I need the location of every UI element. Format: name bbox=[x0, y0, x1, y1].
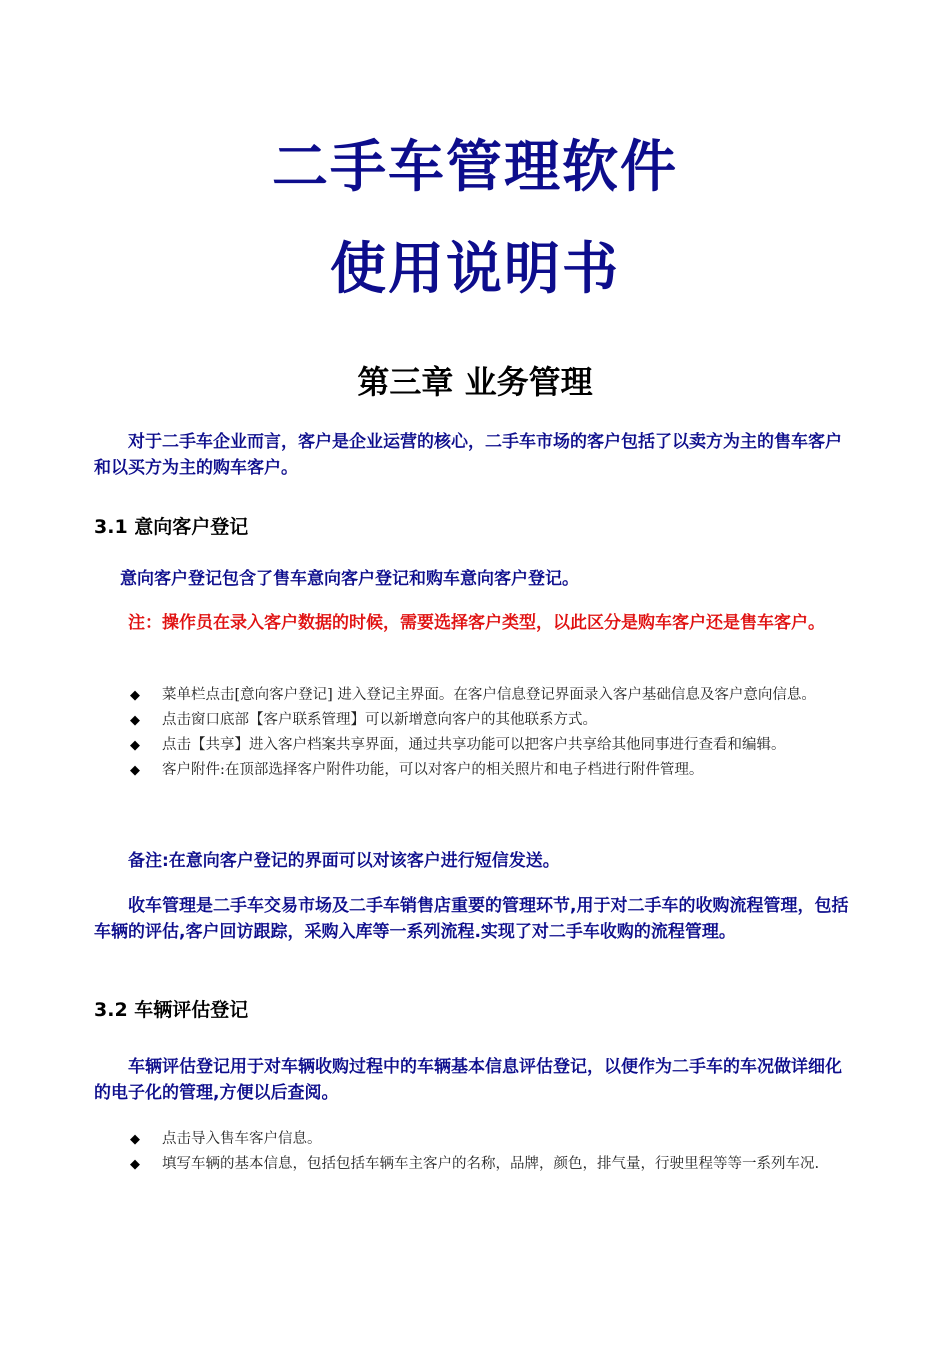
document-title-line2: 使用说明书 bbox=[330, 237, 620, 302]
diamond-bullet-icon: ◆ bbox=[130, 688, 140, 703]
section-heading-3-1: 3.1 意向客户登记 bbox=[94, 516, 249, 538]
document-title-line1: 二手车管理软件 bbox=[272, 135, 678, 200]
purchase-management-paragraph: 收车管理是二手车交易市场及二手车销售店重要的管理环节,用于对二手车的收购流程管理，包括车辆的评估,客户回访跟踪，采购入库等一系列流程.实现了对二手车收购的流程管理。 bbox=[94, 896, 849, 942]
list-item-text: 菜单栏点击[意向客户登记] 进入登记主界面。在客户信息登记界面录入客户基础信息及客户意向信息。 bbox=[162, 687, 816, 703]
list-item-text: 客户附件:在顶部选择客户附件功能，可以对客户的相关照片和电子档进行附件管理。 bbox=[162, 762, 704, 778]
section2-description: 车辆评估登记用于对车辆收购过程中的车辆基本信息评估登记，以便作为二手车的车况做详细化的电子化的管理,方便以后查阅。 bbox=[94, 1057, 842, 1103]
list-item-text: 点击导入售车客户信息。 bbox=[162, 1131, 322, 1147]
section1-description: 意向客户登记包含了售车意向客户登记和购车意向客户登记。 bbox=[120, 569, 579, 589]
list-item bbox=[130, 1152, 858, 1177]
list-item bbox=[130, 758, 858, 783]
diamond-bullet-icon: ◆ bbox=[130, 763, 140, 778]
list-item bbox=[130, 1127, 858, 1152]
diamond-bullet-icon: ◆ bbox=[130, 1132, 140, 1147]
list-item-text: 点击【共享】进入客户档案共享界面，通过共享功能可以把客户共享给其他同事进行查看和编辑。 bbox=[162, 737, 786, 753]
list-item-text: 点击窗口底部【客户联系管理】可以新增意向客户的其他联系方式。 bbox=[162, 712, 597, 728]
section-heading-3-2: 3.2 车辆评估登记 bbox=[94, 999, 249, 1021]
chapter-heading: 第三章 业务管理 bbox=[357, 363, 593, 401]
section1-remark: 备注:在意向客户登记的界面可以对该客户进行短信发送。 bbox=[128, 851, 560, 871]
diamond-bullet-icon: ◆ bbox=[130, 713, 140, 728]
list-item bbox=[130, 733, 858, 758]
section2-bullet-list bbox=[130, 1127, 858, 1177]
list-item bbox=[130, 708, 858, 733]
intro-paragraph: 对于二手车企业而言，客户是企业运营的核心，二手车市场的客户包括了以卖方为主的售车客户和以买方为主的购车客户。 bbox=[94, 432, 842, 478]
list-item bbox=[130, 683, 858, 708]
diamond-bullet-icon: ◆ bbox=[130, 738, 140, 753]
section1-note: 注：操作员在录入客户数据的时候，需要选择客户类型，以此区分是购车客户还是售车客户。 bbox=[128, 613, 825, 633]
diamond-bullet-icon: ◆ bbox=[130, 1157, 140, 1172]
section1-bullet-list bbox=[130, 683, 858, 783]
list-item-text: 填写车辆的基本信息，包括包括车辆车主客户的名称，品牌，颜色，排气量，行驶里程等等一系列车况. bbox=[162, 1156, 820, 1172]
